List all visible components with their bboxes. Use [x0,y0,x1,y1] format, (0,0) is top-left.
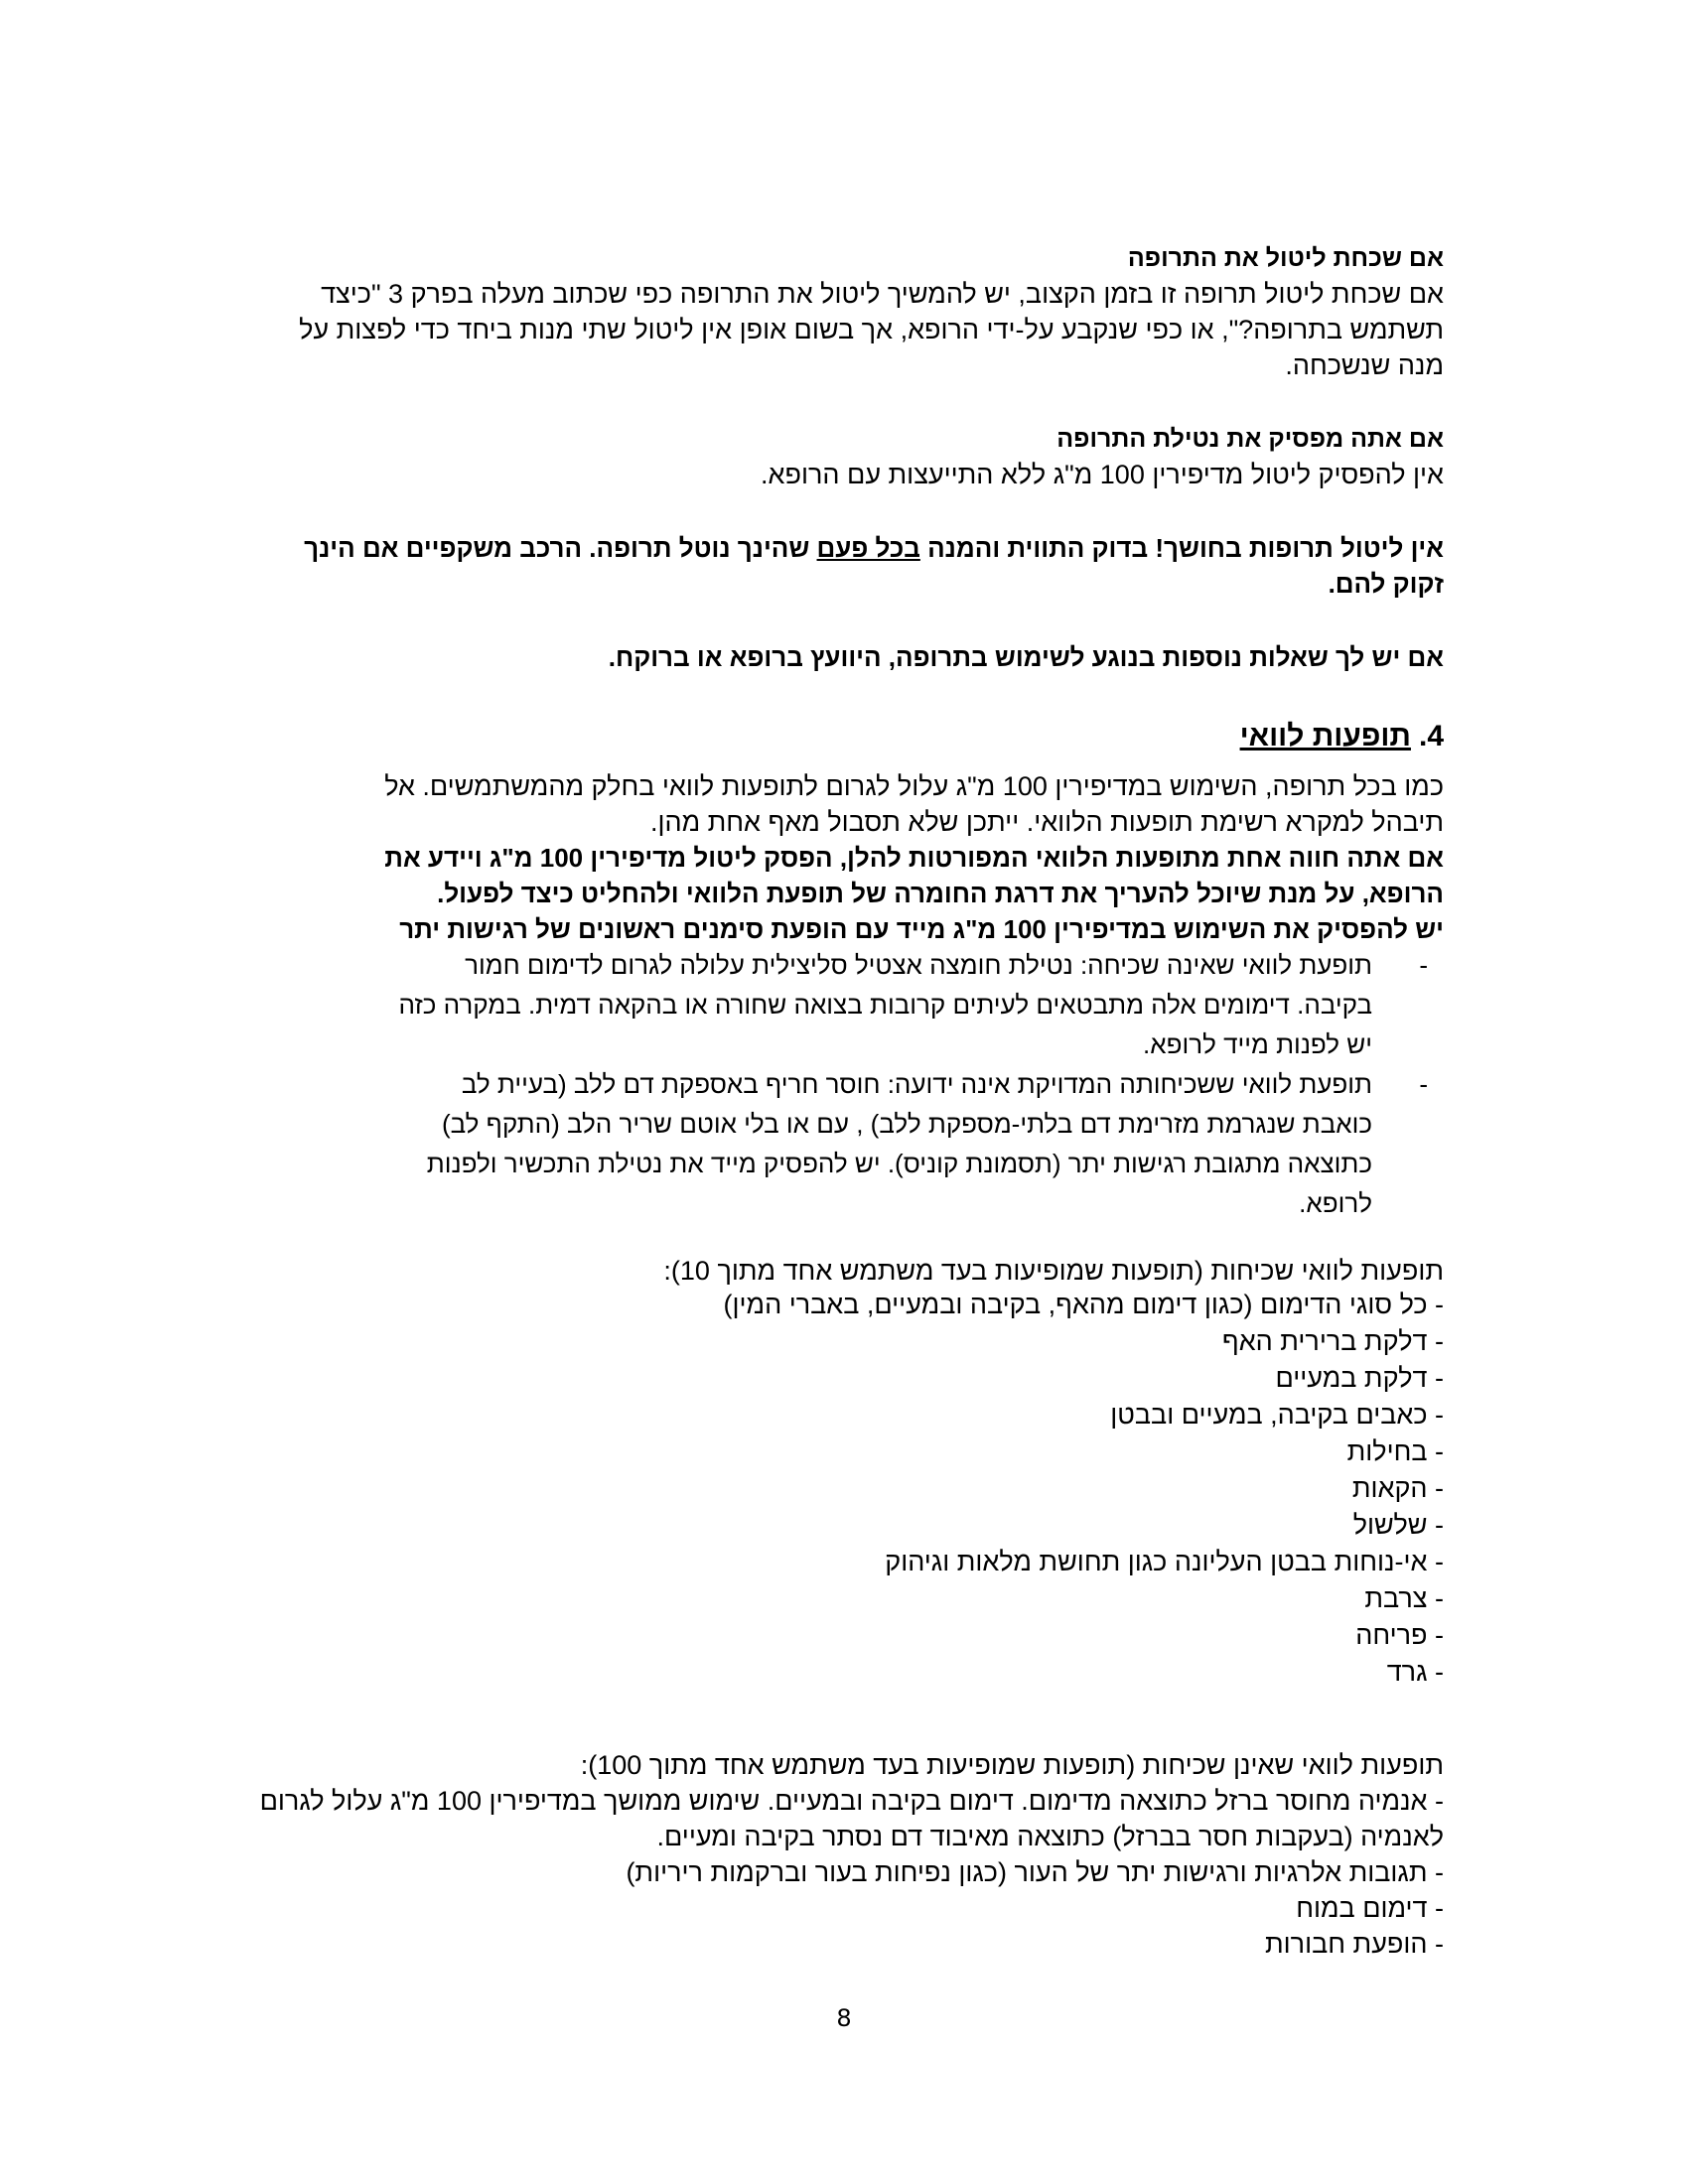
warning-underlined: בכל פעם [816,533,920,563]
stop-line: אין להפסיק ליטול מדיפירין 100 מ"ג ללא התייעצות עם הרופא. [761,460,1444,489]
list-item [302,1064,1444,1223]
forgot-section [212,240,1444,383]
list-item: - כל סוגי הדימום (כגון דימום מהאף, בקיבה ובמעיים, באברי המין) [723,1290,1444,1319]
uncommon-line-3: - תגובות אלרגיות ורגישות יתר של העור (כגון נפיחות בעור וברקמות ריריות) [626,1857,1444,1887]
list-item: - פריחה [1355,1620,1444,1650]
section-title [212,717,1444,756]
severe-effects-list [302,945,1444,1223]
list-item: - דלקת במעיים [1275,1363,1444,1393]
warning-section [212,530,1444,602]
list-item: - הקאות [1351,1473,1444,1503]
bold-line-2: הרופא, על מנת שיוכל להעריך את דרגת החומרה של תופעת הלוואי ולהחליט כיצד לפעול. [437,879,1444,908]
page-number: 8 [836,2004,852,2032]
list-item: - אי-נוחות בבטן העליונה כגון תחושת מלאות וגיהוק [885,1547,1444,1576]
bullet-1-line-3: יש לפנות מייד לרופא. [1143,1029,1372,1059]
section-title-text: תופעות לוואי [1239,720,1411,752]
bold-line-1: אם אתה חווה אחת מתופעות הלוואי המפורטות להלן, הפסק ליטול מדיפירין 100 מ"ג ויידע את [384,843,1444,873]
uncommon-line-1: - אנמיה מחוסר ברזל כתוצאה מדימום. דימום בקיבה ובמעיים. שימוש ממושך במדיפירין 100 מ"ג עלול לגרום [259,1786,1444,1816]
list-item: - צרבת [1364,1583,1444,1613]
stop-heading: אם אתה מפסיק את נטילת התרופה [1056,425,1444,453]
list-item: - גרד [1386,1657,1444,1687]
questions-line: אם יש לך שאלות נוספות בנוגע לשימוש בתרופה, היוועץ ברופא או ברוקח. [608,642,1444,672]
bullet-2-line-1: תופעת לוואי ששכיחותה המדויקת אינה ידועה: חוסר חריף באספקת דם ללב (בעיית לב [461,1069,1372,1099]
uncommon-heading: תופעות לוואי שאינן שכיחות (תופעות שמופיעות בעד משתמש אחד מתוך 100): [580,1750,1444,1780]
uncommon-line-4: - דימום במוח [1296,1893,1444,1923]
questions-section [212,639,1444,675]
warning-line-2: זקוק להם. [1328,569,1444,599]
uncommon-effects [212,1747,1444,1962]
forgot-line-2: תשתמש בתרופה?", או כפי שנקבע על-ידי הרופא, אך בשום אופן אין ליטול שתי מנות ביחד כדי לפצות על [299,315,1444,344]
forgot-line-3: מנה שנשכחה. [1285,350,1444,380]
common-effects [212,1253,1444,1691]
list-item: - כאבים בקיבה, במעיים ובבטן [1110,1400,1444,1430]
list-item: - דלקת ברירית האף [1221,1326,1444,1356]
bullet-2-line-3: כתוצאה מתגובת רגישות יתר (תסמונת קוניס). יש להפסיק מייד את נטילת התכשיר ולפנות [426,1149,1372,1178]
common-heading: תופעות לוואי שכיחות (תופעות שמופיעות בעד משתמש אחד מתוך 10): [663,1256,1444,1286]
intro-line-2: תיבהל למקרא רשימת תופעות הלוואי. ייתכן שלא תסבול מאף אחת מהן. [649,807,1444,837]
list-item: - בחילות [1346,1436,1444,1466]
list-item: - שלשול [1352,1510,1444,1540]
uncommon-line-2: לאנמיה (בעקבות חסר בברזל) כתוצאה מאיבוד דם נסתר בקיבה ומעיים. [656,1822,1444,1851]
forgot-heading: אם שכחת ליטול את התרופה [1127,244,1444,272]
uncommon-line-5: - הופעת חבורות [1265,1929,1444,1959]
bullet-2-line-2: כואבת שנגרמת מזרימת דם בלתי-מספקת ללב) , עם או בלי אוטם שריר הלב (התקף לב) [441,1109,1372,1139]
bold-line-3: יש להפסיק את השימוש במדיפירין 100 מ"ג מייד עם הופעת סימנים ראשונים של רגישות יתר [399,914,1444,944]
list-item [302,945,1444,1064]
warning-part-2: שהינך נוטל תרופה. הרכב משקפיים אם הינך [304,533,817,563]
stop-section [212,421,1444,492]
common-list [212,1287,1444,1691]
warning-line-1 [212,530,1444,566]
bullet-dash: - [1419,950,1428,980]
intro-line-1: כמו בכל תרופה, השימוש במדיפירין 100 מ"ג עלול לגרום לתופעות לוואי בחלק מהמשתמשים. אל [384,771,1444,801]
bullet-1-line-2: בקיבה. דימומים אלה מתבטאים לעיתים קרובות בצואה שחורה או בהקאה דמית. במקרה כזה [398,990,1372,1020]
section-number: 4. [1418,720,1444,752]
bullet-2-line-4: לרופא. [1299,1188,1372,1218]
section-4-intro [302,768,1444,947]
forgot-line-1: אם שכחת ליטול תרופה זו בזמן הקצוב, יש להמשיך ליטול את התרופה כפי שכתוב מעלה בפרק 3 "כיצד [321,279,1444,309]
bullet-dash: - [1419,1069,1428,1099]
warning-part-1: אין ליטול תרופות בחושך! בדוק התווית והמנה [919,533,1444,563]
bullet-1-line-1: תופעת לוואי שאינה שכיחה: נטילת חומצה אצטיל סליצילית עלולה לגרום לדימום חמור [465,950,1372,980]
section-4-header [212,717,1444,756]
